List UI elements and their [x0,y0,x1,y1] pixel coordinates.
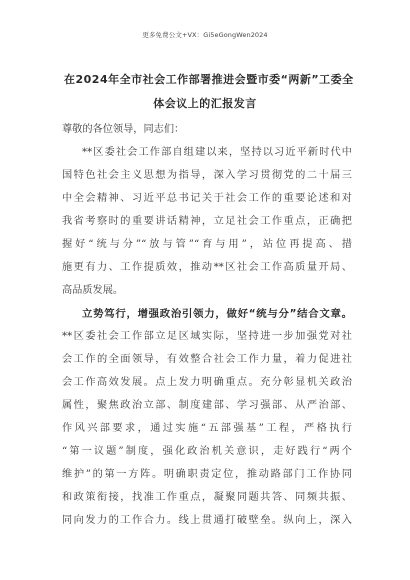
paragraph-2-line: “第一议题”制度，强化政治机关意识，走好践行“两个 [62,446,352,457]
paragraph-2-line: 同向发力的工作合力。线上贯通打破壁垒。纵向上，深入 [62,515,352,526]
paragraph-2-line: 属性，聚焦政治立部、制度建部、学习强部、从严治部、 [62,400,352,411]
paragraph-2-line: 作风兴部要求，通过实施“五部强基”工程，严格执行 [62,423,352,434]
paragraph-1-line: 高品质发展。 [62,285,124,296]
paragraph-2-line: 和政策衔接，找准工作重点，凝聚同题共答、同频共振、 [62,492,352,503]
paragraph-2-line: 会工作的全面领导，有效整合社会工作力量，着力促进社 [62,354,352,365]
document-title-line-1: 在2024年全市社会工作部署推进会暨市委“两新”工委全 [64,73,354,86]
salutation: 尊敬的各位领导，同志们： [62,124,185,135]
paragraph-1-line: 握好“统与分”“放与管”“育与用”，站位再提高、措 [62,239,352,250]
paragraph-1-line: 中全会精神、习近平总书记关于社会工作的重要论述和对 [62,193,352,204]
section-subheading: 立势笃行，增强政治引领力，做好“统与分”结合文章。 [82,308,352,320]
document-title-line-2: 体会议上的汇报发言 [153,97,257,110]
paragraph-1-line: 我省考察时的重要讲话精神，立足社会工作重点，正确把 [62,216,352,227]
paragraph-2-line: **区委社会工作部立足区域实际，坚持进一步加强党对社 [62,331,352,342]
header-note: 更多免费公文+VX：Gi5eGongWen2024 [142,31,268,39]
paragraph-1-line: 国特色社会主义思想为指导，深入学习贯彻党的二十届三 [62,170,352,181]
paragraph-1-line: 施更有力、工作提质效，推动**区社会工作高质量开局、 [62,262,352,273]
paragraph-1-line: **区委社会工作部自组建以来，坚持以习近平新时代中 [82,147,352,158]
paragraph-2-line: 会工作高效发展。点上发力明确重点。充分彰显机关政治 [62,377,352,388]
paragraph-2-line: 维护”的第一方阵。明确职责定位，推动路部门工作协同 [62,469,352,480]
